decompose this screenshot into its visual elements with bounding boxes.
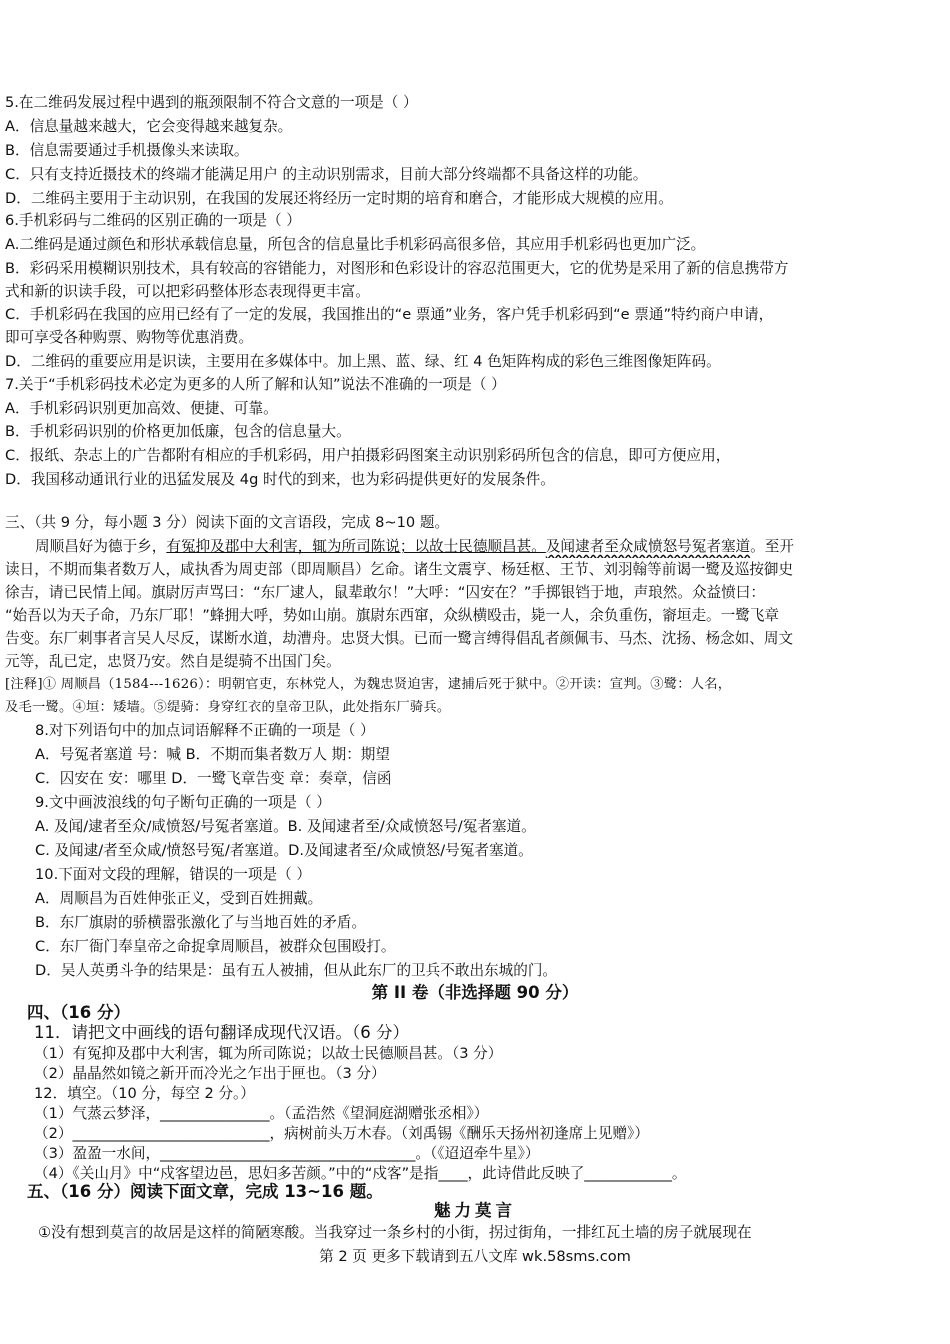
underlined-sentence: 有冤抑及郡中大利害，辄为所司陈说；以故士民德顺昌甚。 xyxy=(166,538,546,555)
q7-stem: 7.关于“手机彩码技术必定为更多的人所了解和认知”说法不准确的一项是（ ） xyxy=(5,376,506,393)
q12-item2: （2）___________________________，病树前头万木春。（刘禹锡《酬乐天扬州初逢席上见赠》） xyxy=(34,1125,649,1142)
wavy-underlined-sentence: 及闻逮者至众咸愤怒号冤者塞道 xyxy=(545,538,751,555)
classical-passage-line5: 告变。东厂刺事者言吴人尽反，谋断水道，劫漕舟。忠贤大惧。已而一鹭言缚得倡乱者颜佩韦、马杰、沈扬、杨念如、周文 xyxy=(5,630,794,647)
q8-options-cd: C．囚安在 安：哪里 D．一鹭飞章告变 章：奏章，信函 xyxy=(35,770,392,787)
q12-item1: （1）气蒸云梦泽，_______________。（孟浩然《望洞庭湖赠张丞相》） xyxy=(34,1105,489,1122)
q11-stem: 11．请把文中画线的语句翻译成现代汉语。（6 分） xyxy=(34,1023,409,1042)
q8-options-ab: A．号冤者塞道 号：喊 B．不期而集者数万人 期：期望 xyxy=(35,746,390,763)
section5-heading: 五、（16 分）阅读下面文章，完成 13~16 题。 xyxy=(27,1182,383,1201)
q9-options-cd: C. 及闻逮/者至众咸/愤怒号冤/者塞道。D.及闻逮者至/众咸愤怒/号冤者塞道。 xyxy=(35,842,533,859)
classical-passage-line2: 读日，不期而集者数万人，咸执香为周吏部（即周顺昌）乞命。诸生文震亨、杨廷枢、王节、刘羽翰等前谒一鹭及巡按御史 xyxy=(5,561,794,578)
q6-option-c-line2: 即可享受各种购票、购物等优惠消费。 xyxy=(5,329,254,346)
q11-item1: （1）有冤抑及郡中大利害，辄为所司陈说；以故士民德顺昌甚。（3 分） xyxy=(34,1045,503,1062)
q7-option-c: C．报纸、杂志上的广告都附有相应的手机彩码，用户拍摄彩码图案主动识别彩码所包含的信息，即可方便应用， xyxy=(5,447,731,464)
q10-option-a: A．周顺昌为百姓伸张正义，受到百姓拥戴。 xyxy=(35,890,323,907)
classical-passage-line3: 徐吉，请已民情上闻。旗尉厉声骂曰：“东厂逮人，鼠辈敢尔！”大呼：“囚安在？”手掷银铛于地，声琅然。众益愤曰： xyxy=(5,584,765,601)
passage-text: 。至开 xyxy=(750,538,794,555)
q8-stem: 8.对下列语句中的加点词语解释不正确的一项是（ ） xyxy=(35,722,375,739)
part2-title: 第 II 卷（非选择题 90 分） xyxy=(371,983,579,1002)
q12-item4: （4）《关山月》中“戍客望边邑，思妇多苦颜。”中的“戍客”是指____，此诗借此反映了____________。 xyxy=(34,1165,687,1182)
article-title: 魅力莫言 xyxy=(434,1201,516,1220)
classical-passage-line6: 元等，乱已定，忠贤乃安。然自是缇骑不出国门矣。 xyxy=(5,653,341,670)
q5-option-c: C．只有支持近摄技术的终端才能满足用户 的主动识别需求，目前大部分终端都不具备这样的功能。 xyxy=(5,166,648,183)
q6-option-a: A.二维码是通过颜色和形状承载信息量，所包含的信息量比手机彩码高很多倍，其应用手机彩码也更加广泛。 xyxy=(5,236,706,253)
q10-option-b: B．东厂旗尉的骄横嚣张激化了与当地百姓的矛盾。 xyxy=(35,914,367,931)
q9-stem: 9.文中画波浪线的句子断句正确的一项是（ ） xyxy=(35,794,331,811)
q6-stem: 6.手机彩码与二维码的区别正确的一项是（ ） xyxy=(5,212,301,229)
section4-heading: 四、（16 分） xyxy=(27,1003,130,1022)
q10-stem: 10.下面对文段的理解，错误的一项是（ ） xyxy=(35,866,311,883)
q10-option-d: D．吴人英勇斗争的结果是：虽有五人被捕，但从此东厂的卫兵不敢出东城的门。 xyxy=(35,962,558,979)
q10-option-c: C．东厂衙门奉皇帝之命捉拿周顺昌，被群众包围殴打。 xyxy=(35,938,396,955)
q5-option-b: B．信息需要通过手机摄像头来读取。 xyxy=(5,142,249,159)
q6-option-d: D．二维码的重要应用是识读，主要用在多媒体中。加上黑、蓝、绿、红 4 色矩阵构成的彩色三维图像矩阵码。 xyxy=(5,353,721,370)
q6-option-c-line1: C．手机彩码在我国的应用已经有了一定的发展，我国推出的“e 票通”业务，客户凭手机彩码到“e 票通”特约商户申请， xyxy=(5,306,774,323)
annotation-line1: [注释]① 周顺昌（1584---1626）：明朝官吏，东林党人，为魏忠贤迫害，逮捕后死于狱中。②开读：宣判。③鹭：人名， xyxy=(5,677,732,692)
q7-option-b: B．手机彩码识别的价格更加低廉，包含的信息量大。 xyxy=(5,423,351,440)
classical-passage-line1 xyxy=(35,536,922,558)
q7-option-a: A．手机彩码识别更加高效、便捷、可靠。 xyxy=(5,400,278,417)
section3-heading: 三、（共 9 分，每小题 3 分）阅读下面的文言语段，完成 8~10 题。 xyxy=(5,514,450,531)
q5-option-a: A．信息量越来越大，它会变得越来越复杂。 xyxy=(5,118,293,135)
q5-stem: 5.在二维码发展过程中遇到的瓶颈限制不符合文意的一项是（ ） xyxy=(5,94,418,111)
passage-text: 周顺昌好为德于乡， xyxy=(35,538,167,555)
q7-option-d: D．我国移动通讯行业的迅猛发展及 4g 时代的到来，也为彩码提供更好的发展条件。 xyxy=(5,471,555,488)
q6-option-b-line2: 式和新的识读手段，可以把彩码整体形态表现得更丰富。 xyxy=(5,283,370,300)
page-footer: 第 2 页 更多下载请到五八文库 wk.58sms.com xyxy=(319,1248,631,1265)
q5-option-d: D．二维码主要用于主动识别，在我国的发展还将经历一定时期的培育和磨合，才能形成大规模的应用。 xyxy=(5,190,673,207)
classical-passage-line4: “始吾以为天子命，乃东厂耶！”蜂拥大呼，势如山崩。旗尉东西窜，众纵横殴击，毙一人，余负重伤，窬垣走。一鹭飞章 xyxy=(5,607,780,624)
q12-stem: 12．填空。（10 分，每空 2 分。） xyxy=(34,1085,255,1102)
q11-item2: （2）晶晶然如镜之新开而冷光之乍出于匣也。（3 分） xyxy=(34,1065,386,1082)
q6-option-b-line1: B．彩码采用模糊识别技术，具有较高的容错能力，对图形和色彩设计的容忍范围更大，它的优势是采用了新的信息携带方 xyxy=(5,260,789,277)
q12-item3: （3）盈盈一水间，___________________________________。（《迢迢牵牛星》） xyxy=(34,1145,540,1162)
article-paragraph1: ①没有想到莫言的故居是这样的简陋寒酸。当我穿过一条乡村的小街，拐过街角，一排红瓦土墙的房子就展现在 xyxy=(38,1224,752,1241)
q9-options-ab: A. 及闻/逮者至众/咸愤怒/号冤者塞道。B. 及闻逮者至/众咸愤怒号/冤者塞道。 xyxy=(35,818,536,835)
annotation-line2: 及毛一鹭。④垣：矮墙。⑤缇骑：身穿红衣的皇帝卫队，此处指东厂骑兵。 xyxy=(5,700,451,715)
